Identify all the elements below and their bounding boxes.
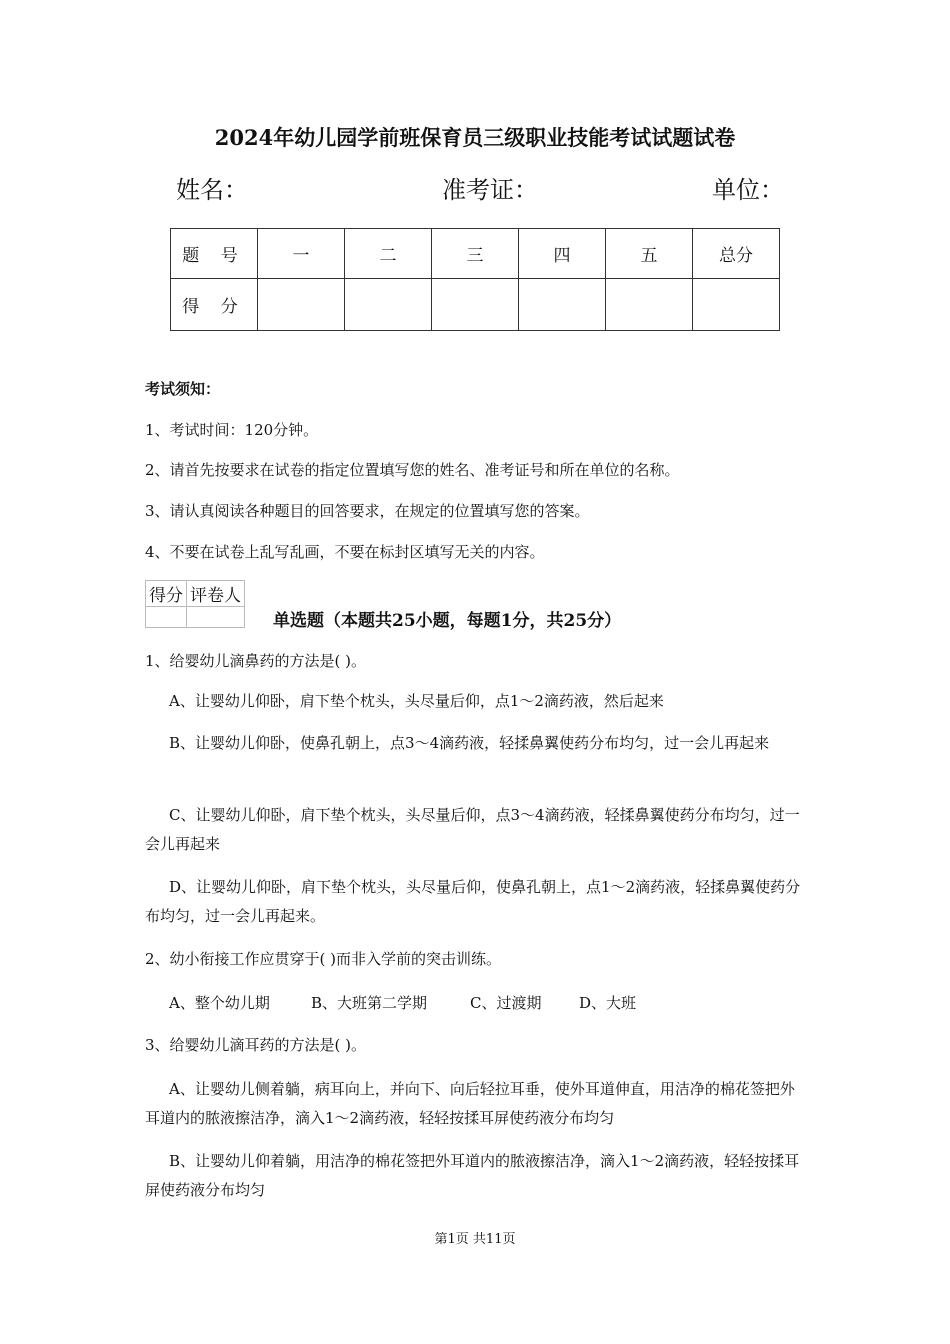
grader-score-cell[interactable] [146, 607, 187, 628]
notice-item: 3、请认真阅读各种题目的回答要求，在规定的位置填写您的答案。 [145, 502, 590, 520]
grader-score-label: 得分 [146, 581, 187, 607]
question-2-option-a: A、整个幼儿期 [169, 994, 270, 1012]
question-1-option-a: A、让婴幼儿仰卧，肩下垫个枕头，头尽量后仰，点1～2滴药液，然后起来 [169, 692, 664, 710]
column-1: 一 [258, 229, 345, 279]
notice-item: 4、不要在试卷上乱写乱画，不要在标封区填写无关的内容。 [145, 543, 545, 561]
notice-item: 2、请首先按要求在试卷的指定位置填写您的姓名、准考证号和所在单位的名称。 [145, 461, 680, 479]
question-3-option-b: B、让婴幼儿仰着躺，用洁净的棉花签把外耳道内的脓液擦洁净，滴入1～2滴药液，轻轻按揉耳屏使药液分布均匀 [145, 1152, 800, 1199]
name-label: 姓名： [176, 176, 248, 204]
column-4: 四 [519, 229, 606, 279]
score-cell[interactable] [258, 279, 345, 331]
question-2-option-b: B、大班第二学期 [311, 994, 428, 1012]
section-title: 单选题（本题共25小题，每题1分，共25分） [273, 611, 622, 631]
question-2: 2、幼小衔接工作应贯穿于( )而非入学前的突击训练。 [145, 950, 502, 968]
question-3: 3、给婴幼儿滴耳药的方法是( )。 [145, 1036, 367, 1054]
grader-box [145, 580, 245, 628]
question-1-option-c: C、让婴幼儿仰卧，肩下垫个枕头，头尽量后仰，点3～4滴药液，轻揉鼻翼使药分布均匀，过一会儿再起来 [145, 806, 800, 853]
score-table-score-row [171, 279, 780, 331]
score-cell[interactable] [693, 279, 780, 331]
score-cell[interactable] [606, 279, 693, 331]
question-3-option-a: A、让婴幼儿侧着躺，病耳向上，并向下、向后轻拉耳垂，使外耳道伸直，用洁净的棉花签把外耳道内的脓液擦洁净，滴入1～2滴药液，轻轻按揉耳屏使药液分布均匀 [145, 1080, 795, 1127]
question-1: 1、给婴幼儿滴鼻药的方法是( )。 [145, 652, 367, 670]
column-2: 二 [345, 229, 432, 279]
row-header-score: 得 分 [171, 279, 258, 331]
notice-heading: 考试须知： [145, 380, 221, 398]
unit-label: 单位： [712, 176, 784, 204]
exam-id-label: 准考证： [442, 176, 538, 204]
column-total: 总分 [693, 229, 780, 279]
question-1-option-b: B、让婴幼儿仰卧，使鼻孔朝上，点3～4滴药液，轻揉鼻翼使药分布均匀，过一会儿再起来 [169, 734, 770, 752]
question-2-option-d: D、大班 [579, 994, 637, 1012]
score-cell[interactable] [432, 279, 519, 331]
column-3: 三 [432, 229, 519, 279]
grader-reviewer-cell[interactable] [187, 607, 245, 628]
column-5: 五 [606, 229, 693, 279]
page-footer: 第1页 共11页 [434, 1232, 516, 1247]
score-table-header-row [171, 229, 780, 279]
score-cell[interactable] [519, 279, 606, 331]
page-title: 2024年幼儿园学前班保育员三级职业技能考试试题试卷 [214, 125, 736, 150]
question-1-option-d: D、让婴幼儿仰卧，肩下垫个枕头，头尽量后仰，使鼻孔朝上，点1～2滴药液，轻揉鼻翼使药分布均匀，过一会儿再起来。 [145, 878, 801, 925]
grader-reviewer-label: 评卷人 [187, 581, 245, 607]
question-2-option-c: C、过渡期 [470, 994, 542, 1012]
score-cell[interactable] [345, 279, 432, 331]
notice-item: 1、考试时间：120分钟。 [145, 421, 319, 439]
row-header-number: 题 号 [171, 229, 258, 279]
score-table [170, 228, 780, 331]
